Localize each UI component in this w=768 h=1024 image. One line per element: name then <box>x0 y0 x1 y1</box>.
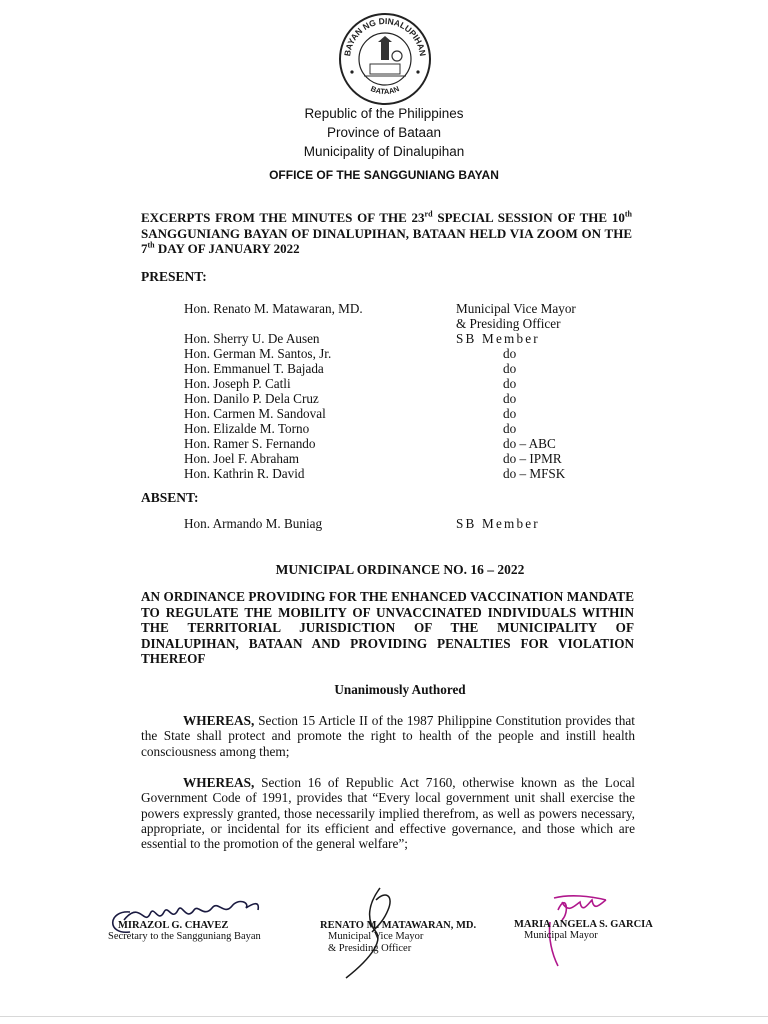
signatory-name: MIRAZOL G. CHAVEZ <box>118 920 229 931</box>
absent-member-name: Hon. Armando M. Buniag <box>184 516 323 531</box>
signatory-title: Secretary to the Sangguniang Bayan <box>108 931 261 942</box>
present-member-position: Municipal Vice Mayor <box>456 301 576 316</box>
header-province: Province of Bataan <box>326 125 442 140</box>
present-member-name: Hon. German M. Santos, Jr. <box>184 346 332 361</box>
present-member-position: do – ABC <box>503 436 556 451</box>
present-member-name: Hon. Elizalde M. Torno <box>184 421 310 436</box>
minutes-title: EXCERPTS FROM THE MINUTES OF THE 23rd SPECIAL SESSION OF THE 10th SANGGUNIANG BAYAN OF DINALUPIHAN, BATAAN HELD VIA ZOOM ON THE 7th DAY OF JANUARY 2022 <box>141 209 633 256</box>
signatory-name: MARIA ANGELA S. GARCIA <box>514 919 653 930</box>
signatory-title: Municipal Mayor <box>524 930 598 941</box>
signature-block-vice-mayor <box>320 880 500 980</box>
header-republic: Republic of the Philippines <box>304 106 464 121</box>
municipal-seal <box>338 12 432 106</box>
present-member-name: Hon. Renato M. Matawaran, MD. <box>184 301 363 316</box>
signatory-title: Municipal Vice Mayor <box>328 931 424 942</box>
svg-text:BATAAN <box>369 84 400 96</box>
whereas-paragraph <box>141 775 635 851</box>
present-member-position: do <box>503 361 517 376</box>
present-member-position: do <box>503 406 517 421</box>
present-member-name: Hon. Carmen M. Sandoval <box>184 406 326 421</box>
present-member-position: do – IPMR <box>503 451 562 466</box>
present-member-name: Hon. Kathrin R. David <box>184 466 305 481</box>
whereas-text: Section 15 Article II of the 1987 Philippine Constitution provides that the State shall protect and promote the right to health of the people and instill health consciousness among them; <box>141 713 635 759</box>
absent-label: ABSENT: <box>141 490 199 505</box>
present-member-position: do <box>503 391 517 406</box>
present-member-name: Hon. Ramer S. Fernando <box>184 436 316 451</box>
present-member-name: Hon. Emmanuel T. Bajada <box>184 361 324 376</box>
present-member-position: do <box>503 376 517 391</box>
signatory-title: & Presiding Officer <box>328 943 412 954</box>
authored-note: Unanimously Authored <box>334 682 466 697</box>
ordinance-title: AN ORDINANCE PROVIDING FOR THE ENHANCED VACCINATION MANDATE TO REGULATE THE MOBILITY OF UNVACCINATED INDIVIDUALS WITHIN THE TERRITORIAL JURISDICTION OF THE MUNICIPALITY OF DINALUPIHAN, BATAAN AND PROVIDING PENALTIES FOR VIOLATION THEREOF <box>141 589 634 666</box>
seal-text-top: BAYAN NG DINALUPIHAN <box>342 15 428 57</box>
present-member-position: SB Member <box>456 331 540 346</box>
signature-block-secretary <box>100 890 300 950</box>
present-member-position: & Presiding Officer <box>456 316 561 331</box>
whereas-paragraph <box>141 713 635 759</box>
office-title: OFFICE OF THE SANGGUNIANG BAYAN <box>269 168 499 182</box>
present-member-name: Hon. Joel F. Abraham <box>184 451 300 466</box>
present-member-name: Hon. Sherry U. De Ausen <box>184 331 320 346</box>
signature-block-mayor <box>510 892 700 972</box>
page-bottom-edge <box>0 1016 768 1017</box>
present-member-position: do – MFSK <box>503 466 566 481</box>
present-member-position: do <box>503 421 517 436</box>
absent-member-position: SB Member <box>456 516 540 531</box>
signatory-name: RENATO M. MATAWARAN, MD. <box>320 920 477 931</box>
whereas-lead: WHEREAS, <box>183 775 255 790</box>
header-municipality: Municipality of Dinalupihan <box>303 144 465 159</box>
present-member-position: do <box>503 346 517 361</box>
ordinance-number: MUNICIPAL ORDINANCE NO. 16 – 2022 <box>275 562 525 577</box>
whereas-lead: WHEREAS, <box>183 713 255 728</box>
seal-text-bottom: BATAAN <box>369 84 401 97</box>
present-member-name: Hon. Joseph P. Catli <box>184 376 291 391</box>
present-label: PRESENT: <box>141 269 207 284</box>
whereas-text: Section 16 of Republic Act 7160, otherwise known as the Local Government Code of 1991, provides that “Every local government unit shall exercise the powers expressly granted, those necessarily implied therefrom, as well as powers necessary, appropriate, or incidental for its efficient and effective governance, and those which are essential to the promotion of the general welfare”; <box>141 775 635 852</box>
present-member-name: Hon. Danilo P. Dela Cruz <box>184 391 319 406</box>
